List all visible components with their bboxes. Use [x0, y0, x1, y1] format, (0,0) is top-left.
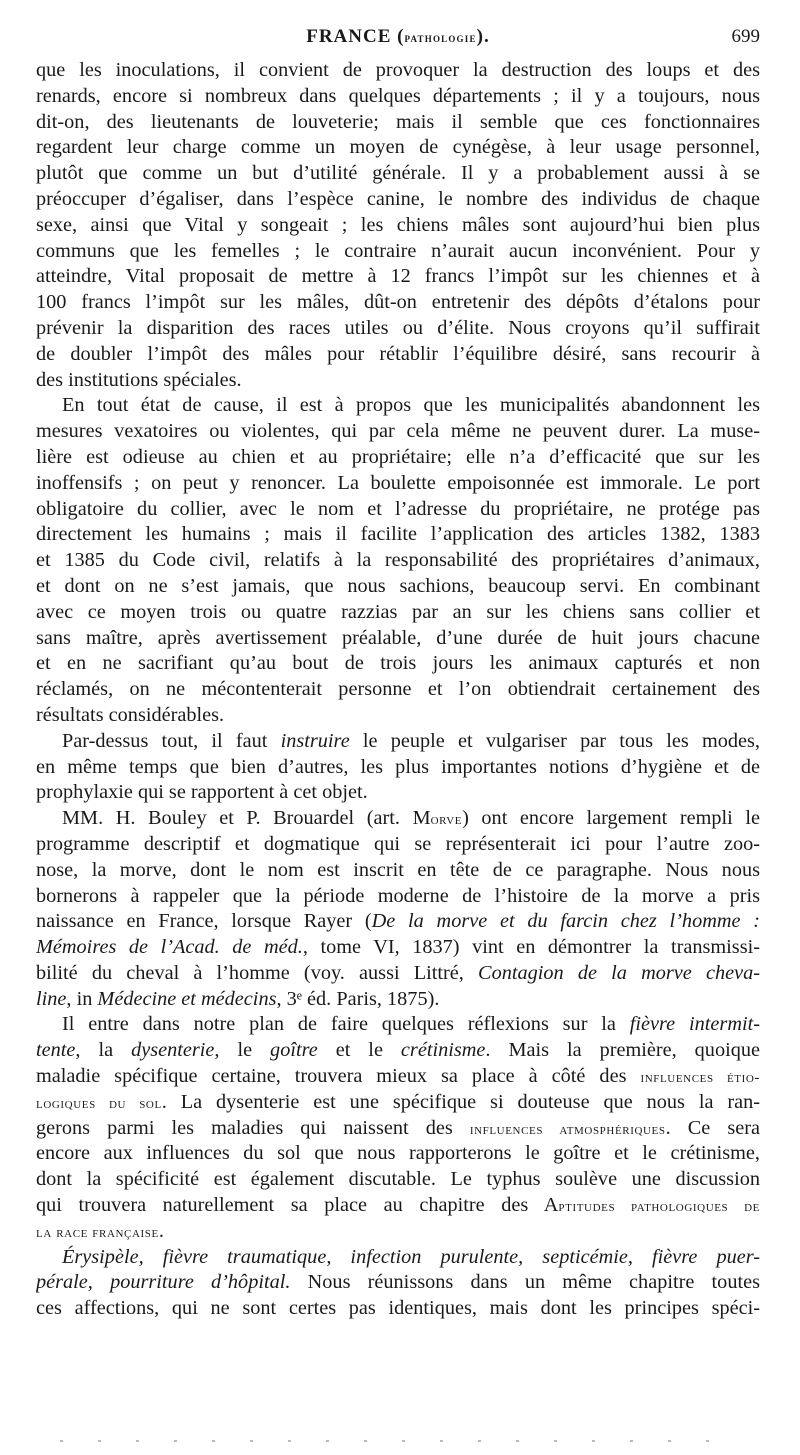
running-title [36, 26, 760, 48]
text-line [36, 187, 760, 213]
text-span: et dont on ne s’est jamais, que nous sachions, beaucoup servi. En combinant [36, 574, 760, 597]
text-span: réclamés, on ne mécontenterait personne et l’on obtiendrait certainement des [36, 678, 760, 701]
text-line [36, 909, 760, 935]
text-span: . Ce sera [665, 1116, 760, 1139]
text-span: inoffensifs ; on peut y renoncer. La boulette empoisonnée est immorale. Le port [36, 471, 760, 494]
text-span: dont la spécificité est également discutable. Le typhus soulève une discussion [36, 1168, 760, 1191]
text-span: préoccuper d’égaliser, dans l’espèce canine, le nombre des individus de chaque [36, 187, 760, 210]
text-line [36, 729, 760, 755]
text-line [36, 703, 760, 729]
text-line [36, 1038, 760, 1064]
text-line [36, 84, 760, 110]
text-span: MM. H. Bouley et P. Brouardel (art. M [62, 807, 431, 830]
text-span: obligatoire du collier, avec le nom et l’adresse du propriétaire, ne protége pas [36, 497, 760, 520]
text-span: programme descriptif et dogmatique qui se représenterait ici pour l’autre zoo- [36, 832, 760, 855]
text-span: nose, la morve, dont le nom est inscrit en tête de ce paragraphe. Nous nous [36, 858, 760, 881]
text-span: prophylaxie qui se rapportent à cet objet. [36, 781, 368, 804]
text-line [36, 419, 760, 445]
text-span: avec ce moyen trois ou quatre razzias par an sur les chiens sans collier et [36, 600, 760, 623]
text-line [36, 1167, 760, 1193]
text-line [36, 961, 760, 987]
smallcaps-span: influences atmosphériques [469, 1121, 666, 1138]
text-span: et le [317, 1039, 401, 1062]
text-line [36, 1064, 760, 1090]
italic-span: crétinisme [400, 1039, 486, 1062]
text-span: ) ont encore largement rempli le [462, 807, 760, 830]
text-line [36, 110, 760, 136]
text-line [36, 445, 760, 471]
italic-span: tente [36, 1039, 76, 1062]
text-span: et 1385 du Code civil, relatifs à la responsabilité des propriétaires d’animaux, [36, 549, 760, 572]
text-line [36, 368, 760, 394]
text-line [36, 471, 760, 497]
smallcaps-span: la race française [36, 1224, 159, 1241]
text-line [36, 1270, 760, 1296]
smallcaps-span: ptitudes pathologiques de [558, 1199, 760, 1216]
text-line [36, 884, 760, 910]
text-span: regardent leur charge comme un moyen de cynégèse, à leur usage personnel, [36, 136, 760, 159]
text-line [36, 626, 760, 652]
italic-span: dysenterie [131, 1039, 215, 1062]
text-line [36, 780, 760, 806]
text-span: , 3ᵉ éd. Paris, 1875). [276, 987, 440, 1010]
italic-span: fièvre intermit- [629, 1013, 760, 1036]
text-line [36, 755, 760, 781]
footer-print-marks [60, 1440, 740, 1442]
text-span: des institutions spéciales. [36, 368, 242, 391]
italic-span: De la morve et du farcin chez l’homme : [371, 910, 760, 933]
text-span: renards, encore si nombreux dans quelques départements ; il y a toujours, nous [36, 84, 760, 107]
page-number: 699 [731, 26, 760, 47]
title-end: ). [476, 26, 490, 47]
text-span: maladie spécifique certaine, trouvera mieux sa place à côté des [36, 1065, 641, 1088]
text-line [36, 1090, 760, 1116]
italic-span: goître [270, 1039, 318, 1062]
text-span: , tome VI, 1837) vint en démontrer la transmissi- [302, 936, 760, 959]
text-line [36, 1245, 760, 1271]
text-line [36, 987, 760, 1013]
italic-span: Contagion de la morve cheva- [478, 961, 760, 984]
text-line [36, 1219, 760, 1245]
text-line [36, 393, 760, 419]
text-line [36, 935, 760, 961]
text-span: gerons parmi les maladies qui naissent des [36, 1116, 470, 1139]
smallcaps-span: orve [430, 812, 463, 829]
title-main: FRANCE ( [306, 26, 405, 47]
text-span: et en ne sacrifiant qu’au bout de trois jours les animaux capturés et non [36, 652, 760, 675]
text-line [36, 290, 760, 316]
text-span: sans maître, après avertissement préalable, d’une durée de huit jours chacune [36, 626, 760, 649]
text-span: 100 francs l’impôt sur les mâles, dût-on entretenir des dépôts d’étalons pour [36, 291, 760, 314]
text-span: naissance en France, lorsque Rayer ( [36, 910, 372, 933]
text-line [36, 342, 760, 368]
text-line [36, 858, 760, 884]
text-span: bilité du cheval à l’homme (voy. aussi Littré, [36, 961, 479, 984]
text-line [36, 497, 760, 523]
text-span: plutôt que comme un but d’utilité générale. Il y a probablement aussi à se [36, 162, 760, 185]
title-subject: pathologie [404, 30, 477, 45]
text-span: résultats considérables. [36, 703, 225, 726]
text-span: le peuple et vulgariser par tous les modes, [349, 729, 760, 752]
italic-span: Érysipèle, fièvre traumatique, infection purulente, septicémie, fièvre puer- [62, 1245, 760, 1268]
body-text [36, 58, 760, 1322]
text-span: . [158, 1219, 164, 1242]
text-span: , la [75, 1039, 132, 1062]
text-span: que les inoculations, il convient de provoquer la destruction des loups et des [36, 59, 760, 81]
text-span: encore aux influences du sol que nous rapporterons le goître et le crétinisme, [36, 1142, 760, 1165]
text-line [36, 600, 760, 626]
text-line [36, 239, 760, 265]
italic-span: Mémoires de l’Acad. de méd. [36, 936, 303, 959]
text-line [36, 832, 760, 858]
text-span: , in [66, 987, 98, 1010]
text-line [36, 806, 760, 832]
text-span: de doubler l’impôt des mâles pour rétablir l’équilibre désiré, sans recourir à [36, 342, 760, 365]
text-line [36, 677, 760, 703]
text-line [36, 264, 760, 290]
text-line [36, 522, 760, 548]
text-line [36, 548, 760, 574]
text-span: , le [214, 1039, 271, 1062]
text-span: directement les humains ; mais il facilite l’application des articles 1382, 1383 [36, 523, 760, 546]
text-span: mesures vexatoires ou violentes, qui par cela même ne peuvent durer. La muse- [36, 420, 760, 443]
text-span: lière est odieuse au chien et au propriétaire; elle n’a d’efficacité que sur les [36, 445, 760, 468]
text-line [36, 1012, 760, 1038]
text-line [36, 135, 760, 161]
text-span: ces affections, qui ne sont certes pas identiques, mais dont les principes spéci- [36, 1297, 760, 1320]
text-span: sexe, ainsi que Vital y songeait ; les chiens mâles sont aujourd’hui bien plus [36, 213, 760, 236]
text-span: . La dysenterie est une spécifique si douteuse que nous la ran- [161, 1090, 760, 1113]
text-span: prévenir la disparition des races utiles ou d’élite. Nous croyons qu’il suffirait [36, 316, 760, 339]
running-header [36, 26, 760, 56]
text-span: qui trouvera naturellement sa place au chapitre des A [36, 1194, 559, 1217]
text-span: En tout état de cause, il est à propos que les municipalités abandonnent les [62, 394, 760, 417]
italic-span: Médecine et médecins [97, 987, 277, 1010]
text-span: en même temps que bien d’autres, les plus importantes notions d’hygiène et de [36, 755, 760, 778]
text-span: Nous réunissons dans un même chapitre toutes [290, 1271, 760, 1294]
italic-span: pérale, pourriture d’hôpital. [36, 1271, 291, 1294]
text-line [36, 1296, 760, 1322]
text-line [36, 213, 760, 239]
text-line [36, 58, 760, 84]
smallcaps-span: influences étio- [640, 1070, 760, 1087]
text-span: . Mais la première, quoique [485, 1039, 760, 1062]
text-line [36, 1141, 760, 1167]
italic-span: line [36, 987, 67, 1010]
text-span: atteindre, Vital proposait de mettre à 12 francs l’impôt sur les chiennes et à [36, 265, 760, 288]
smallcaps-span: logiques du sol [36, 1095, 162, 1112]
text-span: dit-on, des lieutenants de louveterie; mais il semble que ces fonctionnaires [36, 110, 760, 133]
text-line [36, 651, 760, 677]
text-line [36, 1193, 760, 1219]
text-line [36, 316, 760, 342]
text-line [36, 1116, 760, 1142]
text-line [36, 574, 760, 600]
text-span: communs que les femelles ; le contraire n’aurait aucun inconvénient. Pour y [36, 239, 760, 262]
text-span: Par-dessus tout, il faut [62, 729, 281, 752]
text-span: bornerons à rappeler que la période moderne de l’histoire de la morve a pris [36, 884, 760, 907]
text-line [36, 161, 760, 187]
text-span: Il entre dans notre plan de faire quelques réflexions sur la [62, 1013, 630, 1036]
italic-span: instruire [280, 729, 350, 752]
